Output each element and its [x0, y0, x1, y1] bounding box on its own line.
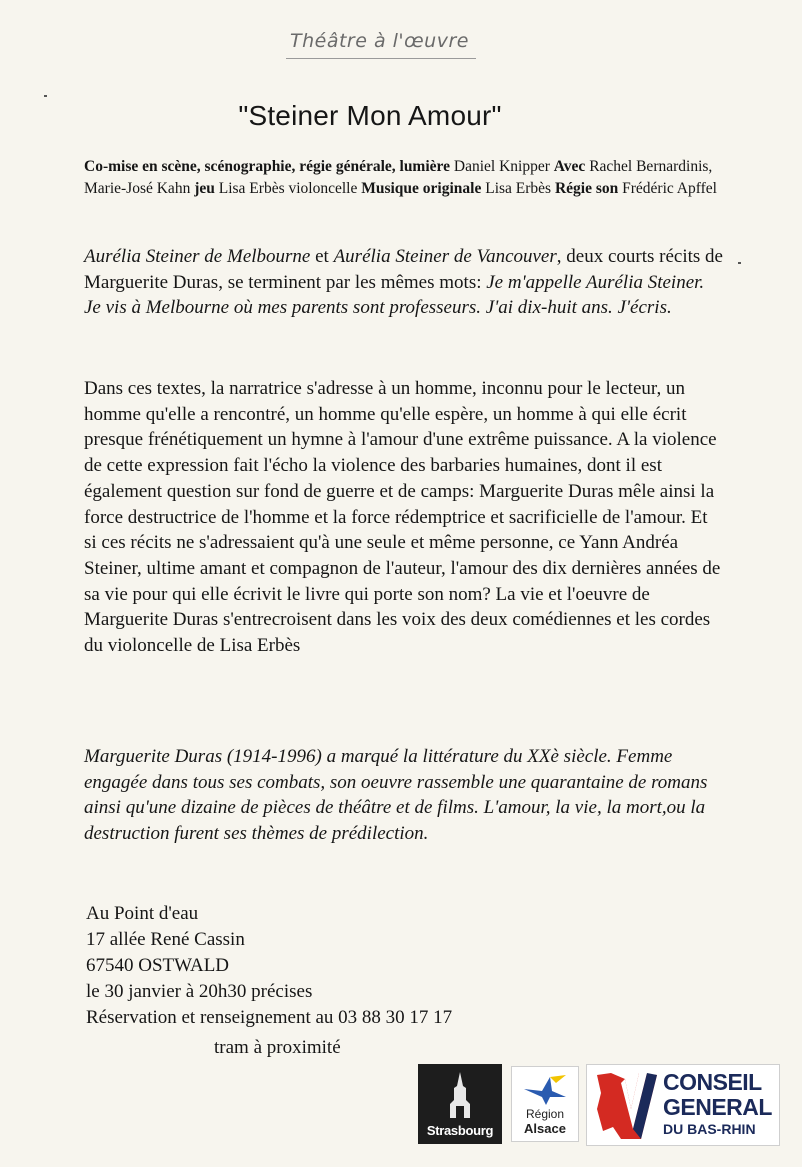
- region-logo-text-1: Région: [525, 1107, 565, 1121]
- theatre-logo-line: [286, 58, 476, 59]
- credit-value-musique: Lisa Erbès: [481, 180, 555, 197]
- credit-label-musique: Musique originale: [361, 180, 482, 197]
- credit-value-regie-son: Frédéric Apffel: [618, 180, 717, 197]
- page-title: "Steiner Mon Amour": [238, 100, 502, 131]
- intro-quote: Je m'appelle Aurélia Steiner. Je vis à Melbourne où mes parents sont professeurs. J'ai dix-huit ans. J'écris.: [84, 271, 705, 319]
- venue-city: 67540 OSTWALD: [86, 955, 230, 976]
- credit-value-avec: Rachel Bernardinis, Marie-José Kahn: [84, 158, 713, 197]
- paper-speck: [44, 95, 47, 97]
- conseil-general-logo: [586, 1064, 780, 1146]
- conseil-logo-text-3: DU BAS-RHIN: [663, 1121, 756, 1137]
- description-paragraph: Dans ces textes, la narratrice s'adresse à un homme, inconnu pour le lecteur, un homme qu'elle a rencontré, un homme qu'elle espère, un homme à qui elle écrit presque frénétiquement un hymne à l'amour d'une extrême puissance. A la violence de cette expression fait l'écho la violence des barbaries humaines, dont il est également question sur fond de guerre et de camps: Marguerite Duras mêle ainsi la force destructrice de l'homme et la force rédemptrice et sacrificielle de l'amour. Et si ces récits ne s'adressaient qu'à une seule et même personne, ce Yann Andréa Steiner, ultime amant et compagnon de l'auteur, l'amour des dix dernières années de sa vie pour qui elle écrivit le livre qui porte son nom? La vie et l'oeuvre de Marguerite Duras s'entrecroisent dans les voix des deux comédiennes et les cordes du violoncelle de Lisa Erbès: [84, 378, 721, 657]
- credit-label-jeu: jeu: [194, 180, 215, 197]
- intro-paragraph: [84, 244, 724, 321]
- conseil-logo-text-1: CONSEIL: [663, 1069, 762, 1095]
- venue-address: [86, 901, 586, 1031]
- venue-street: 17 allée René Cassin: [86, 929, 245, 950]
- tram-info: tram à proximité: [214, 1037, 341, 1058]
- credits-block: [84, 156, 724, 200]
- cathedral-icon: [442, 1070, 478, 1120]
- intro-connector: et: [310, 246, 334, 267]
- bas-rhin-map-icon: [591, 1069, 661, 1141]
- region-logo-text-2: Alsace: [524, 1121, 566, 1136]
- credit-label-avec: Avec: [553, 158, 586, 175]
- work-title-melbourne: Aurélia Steiner de Melbourne: [84, 246, 311, 267]
- strasbourg-logo: [418, 1064, 502, 1144]
- strasbourg-logo-text: Strasbourg: [426, 1123, 494, 1138]
- author-paragraph: Marguerite Duras (1914-1996) a marqué la littérature du XXè siècle. Femme engagée dans tous ses combats, son oeuvre rassemble une quarantaine de romans ainsi qu'une dizaine de pièces de théâtre et de films. L'amour, la vie, la mort,ou la destruction furent ses thèmes de prédilection.: [84, 746, 708, 845]
- intro-text: , deux courts récits de Marguerite Duras, se terminent par les mêmes mots:: [84, 246, 723, 293]
- event-date: le 30 janvier à 20h30 précises: [86, 981, 313, 1002]
- reservation-info: Réservation et renseignement au 03 88 30 17 17: [86, 1007, 453, 1028]
- conseil-logo-text-2: GENERAL: [663, 1094, 772, 1120]
- venue-name: Au Point d'eau: [86, 903, 199, 924]
- star-icon: [520, 1071, 570, 1107]
- credit-label-mise-en-scene: Co-mise en scène, scénographie, régie générale, lumière: [84, 158, 451, 175]
- work-title-vancouver: Aurélia Steiner de Vancouver: [333, 246, 557, 267]
- paper-speck: [738, 262, 741, 264]
- credit-label-regie-son: Régie son: [554, 180, 619, 197]
- region-alsace-logo: [511, 1066, 579, 1142]
- credit-value-jeu: Lisa Erbès violoncelle: [214, 180, 362, 197]
- credit-value-mise-en-scene: Daniel Knipper: [450, 158, 554, 175]
- theatre-logo-text: Théâtre à l'œuvre: [290, 30, 469, 52]
